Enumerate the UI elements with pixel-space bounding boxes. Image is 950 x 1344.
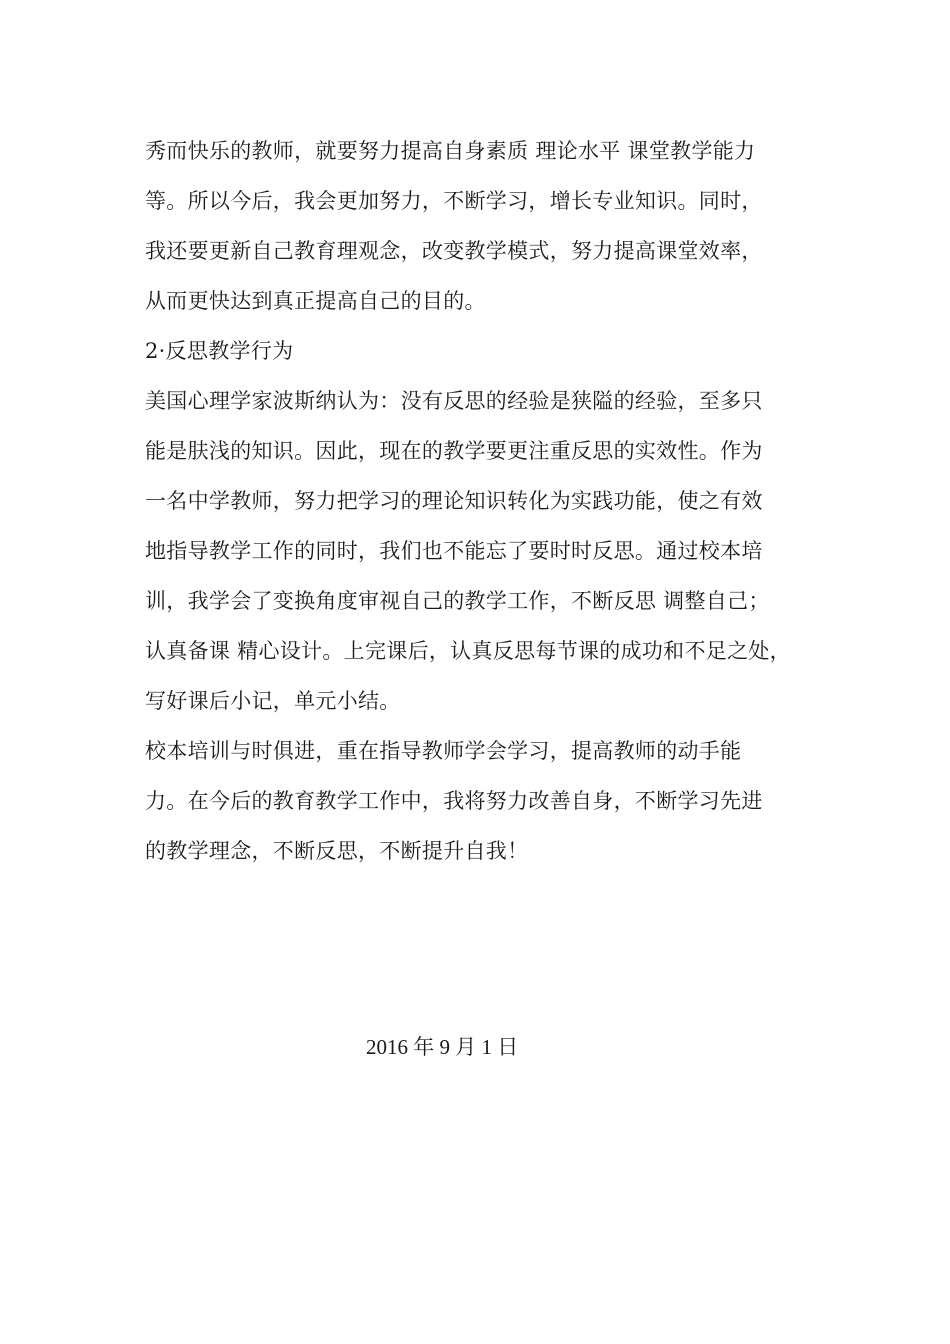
paragraph-line: 从而更快达到真正提高自己的目的。 bbox=[145, 289, 486, 313]
paragraph-line: 校本培训与时俱进，重在指导教师学会学习，提高教师的动手能 bbox=[145, 739, 742, 763]
paragraph-line: 地指导教学工作的同时，我们也不能忘了要时时反思。通过校本培 bbox=[145, 539, 763, 563]
paragraph-line: 认真备课 精心设计。上完课后，认真反思每节课的成功和不足之处， bbox=[145, 639, 791, 663]
paragraph-line: 写好课后小记，单元小结。 bbox=[145, 689, 401, 713]
section-heading: 2·反思教学行为 bbox=[145, 339, 294, 363]
document-date: 2016 年 9 月 1 日 bbox=[366, 1035, 519, 1059]
paragraph-line: 美国心理学家波斯纳认为：没有反思的经验是狭隘的经验，至多只 bbox=[145, 389, 763, 413]
paragraph-line: 一名中学教师，努力把学习的理论知识转化为实践功能，使之有效 bbox=[145, 489, 763, 513]
paragraph-line: 力。在今后的教育教学工作中，我将努力改善自身，不断学习先进 bbox=[145, 789, 763, 813]
paragraph-line: 秀而快乐的教师，就要努力提高自身素质 理论水平 课堂教学能力 bbox=[145, 139, 756, 163]
paragraph-line: 我还要更新自己教育理观念，改变教学模式，努力提高课堂效率， bbox=[145, 239, 763, 263]
paragraph-line: 的教学理念，不断反思，不断提升自我！ bbox=[145, 839, 529, 863]
paragraph-line: 能是肤浅的知识。因此，现在的教学要更注重反思的实效性。作为 bbox=[145, 439, 763, 463]
paragraph-line: 训，我学会了变换角度审视自己的教学工作，不断反思 调整自己； bbox=[145, 589, 770, 613]
paragraph-line: 等。所以今后，我会更加努力，不断学习，增长专业知识。同时， bbox=[145, 189, 763, 213]
